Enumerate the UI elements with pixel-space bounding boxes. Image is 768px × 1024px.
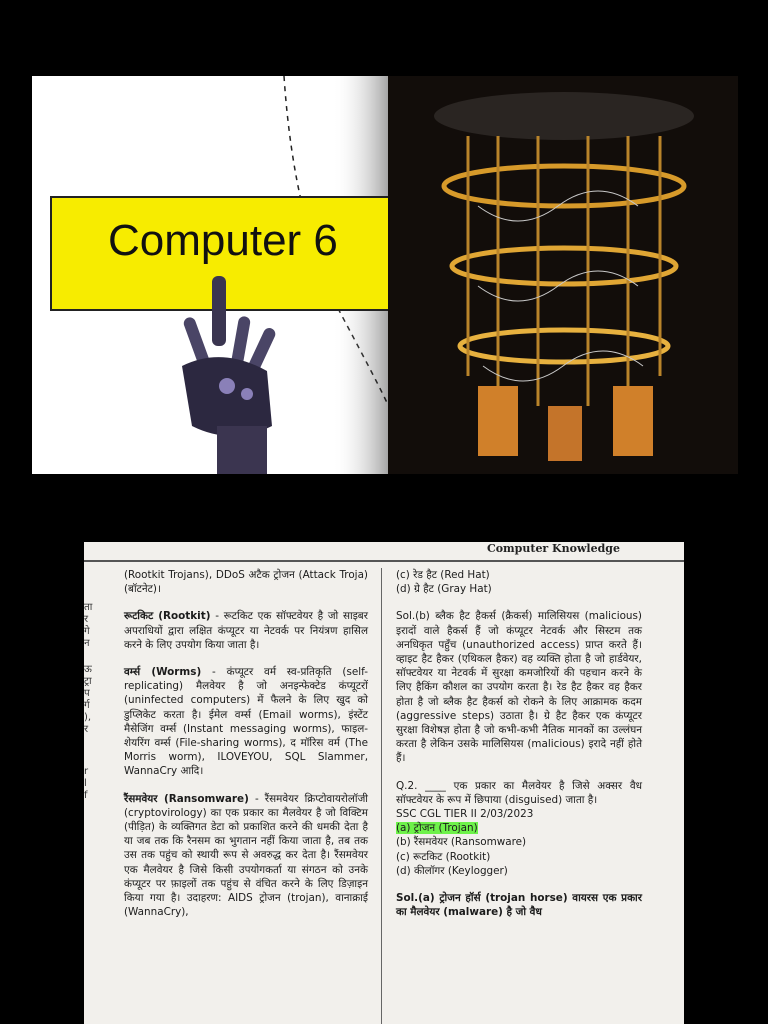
right-column [396, 568, 642, 932]
highlighted-answer: (a) ट्रोजन (Trojan) [396, 822, 478, 835]
margin-fragment: न [84, 638, 90, 649]
robot-hand-icon [172, 276, 332, 474]
textbook-page [84, 542, 684, 1024]
right-letterbox [684, 542, 768, 1024]
robot-hand-panel [32, 76, 388, 474]
option-b: (b) रैंसमवेयर (Ransomware) [396, 836, 527, 849]
paragraph-worms: वर्म्स (Worms) - कंप्यूटर वर्म स्व-प्रतिकृति (self-replicating) मैलवेयर है जो अनइन्फेक्टेड कंप्यूटरों (uninfected computers) में फैलने के लिए खुद को डुप्लिकेट करता है। ईमेल वर्म्स (Email worms), इंस्टेंट मैसेजिंग वर्म्स (Instant messaging worms), फाइल-शेयरिंग वर्म्स (File-sharing worms), द मॉरिस वर्म (The Morris worm), ILOVEYOU, SQL Slammer, WannaCry आदि। [124, 666, 368, 778]
margin-fragment: ता [84, 602, 93, 613]
question-q2: Q.2. ____ एक प्रकार का मैलवेयर है जिसे अक्सर वैध सॉफ्टवेयर के रूप में छिपाया (disguised) जाता है। [396, 779, 642, 806]
banner-title: Computer 6 [108, 216, 338, 265]
header-rule [84, 560, 684, 562]
margin-fragment: र्ग [84, 700, 90, 711]
option-a [396, 821, 642, 835]
margin-fragment: र [84, 724, 89, 735]
margin-fragment: र [84, 614, 89, 625]
paragraph-rootkit: रूटकिट (Rootkit) - रूटकिट एक सॉफ्टवेयर है जो साइबर अपराधियों द्वारा लक्षित कंप्यूटर या नेटवर्क पर नियंत्रण हासिल करने के लिए उपयोग किया जाता है। [124, 610, 368, 651]
option-gray-hat: (d) ग्रे हैट (Gray Hat) [396, 583, 492, 596]
margin-fragment: प [84, 688, 90, 699]
margin-fragment: गे [84, 626, 90, 637]
quantum-computer-panel [388, 76, 738, 474]
option-red-hat: (c) रेड हैट (Red Hat) [396, 569, 490, 581]
page-header: Computer Knowledge [486, 542, 620, 555]
margin-fragment: l [84, 778, 87, 789]
margin-fragment: ऊ [84, 664, 92, 675]
margin-fragment: ), [84, 712, 92, 723]
margin-fragment: ट्रा [84, 676, 92, 687]
left-column [124, 568, 368, 932]
exam-reference: SSC CGL TIER II 2/03/2023 [396, 808, 534, 821]
margin-fragment: r [84, 766, 89, 777]
paragraph-ransomware: रैंसमवेयर (Ransomware) - रैंसमवेयर क्रिप्टोवायरोलॉजी (cryptovirology) का एक प्रकार का मैलवेयर है जो विक्टिम (पीड़ित) के व्यक्तिगत डेटा को प्रकाशित करने की धमकी देता है या जब तक कि रैनसम का भुगतान नहीं किया जाता है, तब तक उस तक पहुंच को स्थायी रूप से अवरुद्ध कर देता है। रैंसमवेयर एक मैलवेयर है जिसे किसी उपयोगकर्ता या संगठन को उनके कंप्यूटर पर फ़ाइलों तक पहुंच से वंचित करने के लिए डिज़ाइन किया गया है। उदाहरण: AIDS ट्रोजन (trojan), वानाक्राई (WannaCry), [124, 792, 368, 919]
column-divider [381, 568, 382, 1024]
margin-fragment: f [84, 790, 88, 801]
option-d: (d) कीलॉगर (Keylogger) [396, 864, 508, 877]
margin-fragments [84, 602, 98, 802]
paragraph-rootkit-trojans: (Rootkit Trojans), DDoS अटैक ट्रोजन (Attack Troja) (बॉटनेट)। [124, 569, 368, 596]
solution-q2: Sol.(a) ट्रोजन हॉर्स (trojan horse) वायरस एक प्रकार का मैलवेयर (malware) है जो वैध [396, 892, 642, 919]
quantum-computer-icon [388, 76, 738, 474]
solution-q1: Sol.(b) ब्लैक हैट हैकर्स (क्रैकर्स) मालिसियस (malicious) इरादों वाले हैकर्स हैं जो कंप्यूटर नेटवर्क और सिस्टम तक अनधिकृत पहुँच (unauthorized access) प्राप्त करते हैं। व्हाइट हैट हैकर (एथिकल हैकर) वह व्यक्ति होता है जो हार्डवेयर, सॉफ्टवेयर या नेटवर्क में सुरक्षा कमजोरियों की पहचान करने के लिए हैकिंग कौशल का उपयोग करता है। रेड हैट हैकर वह हैकर होता है जो ब्लैक हैट हैकर्स को रोकने के लिए आक्रामक कदम (aggressive steps) उठाता है। ग्रे हैट हैकर एक कंप्यूटर सुरक्षा विशेषज्ञ होता है जो कभी-कभी नैतिक मानकों का उल्लंघन करता है लेकिन उसके मालिसियस (malicious) इरादे नहीं होते हैं। [396, 610, 642, 765]
option-c: (c) रूटकिट (Rootkit) [396, 850, 491, 863]
